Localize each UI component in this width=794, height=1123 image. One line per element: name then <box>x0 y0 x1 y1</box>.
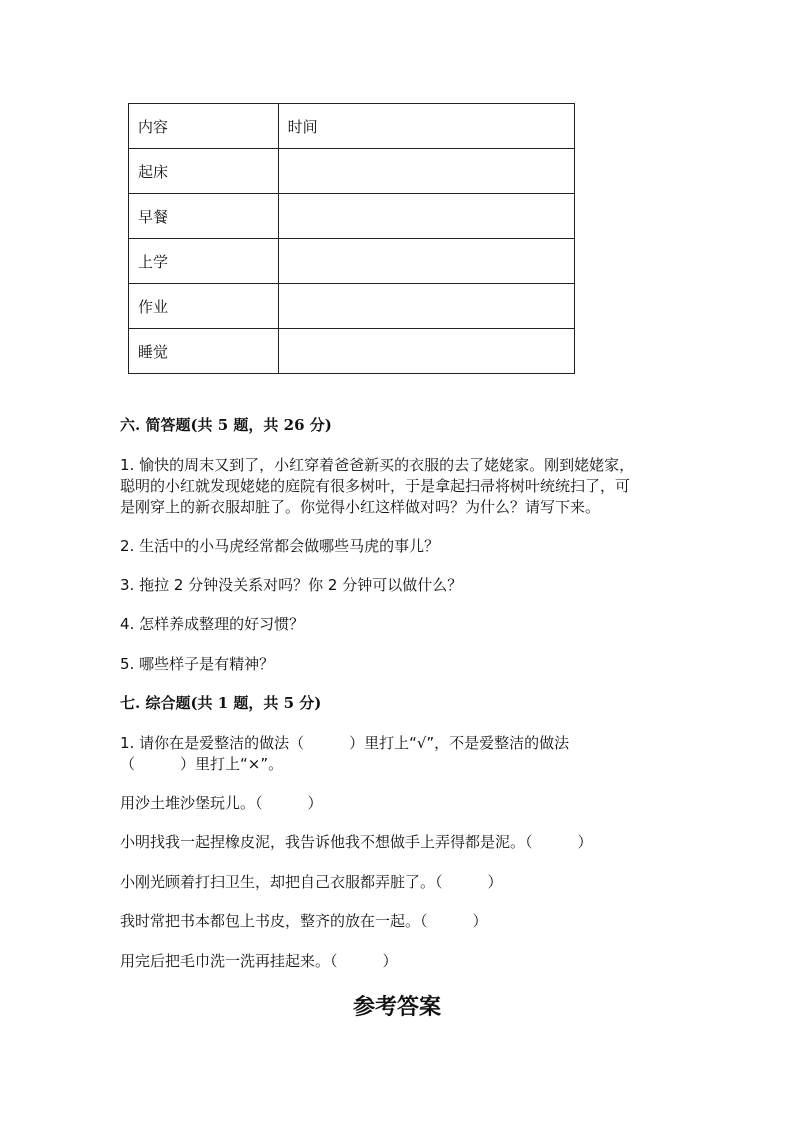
table-cell-activity: 早餐 <box>129 194 279 239</box>
table-header-cell: 内容 <box>129 104 279 149</box>
section-7-question-1 <box>120 733 680 775</box>
answer-key-title: 参考答案 <box>352 994 441 1020</box>
table-header-row <box>129 104 575 149</box>
section-6-question-5: 5. 哪些样子是有精神？ <box>120 655 275 673</box>
judgement-item: 用沙土堆沙堡玩儿。（ ） <box>120 794 323 812</box>
judgement-item: 小明找我一起捏橡皮泥，我告诉他我不想做手上弄得都是泥。（ ） <box>120 833 593 851</box>
table-row <box>129 239 575 284</box>
judgement-item: 我时常把书本都包上书皮，整齐的放在一起。（ ） <box>120 912 488 930</box>
table-cell-activity: 起床 <box>129 149 279 194</box>
section-6-question-1 <box>120 455 680 518</box>
section-7-heading: 七. 综合题(共 1 题，共 5 分) <box>120 694 322 712</box>
schedule-table <box>128 103 575 374</box>
question-line: 是刚穿上的新衣服却脏了。你觉得小红这样做对吗？为什么？请写下来。 <box>120 498 601 516</box>
judgement-item: 用完后把毛巾洗一洗再挂起来。（ ） <box>120 952 398 970</box>
table-cell-activity: 作业 <box>129 284 279 329</box>
table-row <box>129 284 575 329</box>
question-line: （ ）里打上“×”。 <box>120 755 284 773</box>
table-cell-time <box>278 284 574 329</box>
question-line: 1. 愉快的周末又到了，小红穿着爸爸新买的衣服的去了姥姥家。刚到姥姥家， <box>120 456 635 474</box>
table-cell-time <box>278 239 574 284</box>
table-row <box>129 329 575 374</box>
table-cell-activity: 睡觉 <box>129 329 279 374</box>
table-cell-time <box>278 149 574 194</box>
question-line: 1. 请你在是爱整洁的做法（ ）里打上“√”，不是爱整洁的做法 <box>120 734 570 752</box>
table-row <box>129 194 575 239</box>
table-header-cell: 时间 <box>278 104 574 149</box>
table-cell-time <box>278 329 574 374</box>
section-6-question-3: 3. 拖拉 2 分钟没关系对吗？你 2 分钟可以做什么？ <box>120 576 463 594</box>
table-cell-time <box>278 194 574 239</box>
question-line: 聪明的小红就发现姥姥的庭院有很多树叶，于是拿起扫帚将树叶统统扫了，可 <box>120 477 631 495</box>
section-6-question-2: 2. 生活中的小马虎经常都会做哪些马虎的事儿？ <box>120 537 440 555</box>
judgement-item: 小刚光顾着打扫卫生，却把自己衣服都弄脏了。（ ） <box>120 873 503 891</box>
table-cell-activity: 上学 <box>129 239 279 284</box>
section-6-question-4: 4. 怎样养成整理的好习惯？ <box>120 615 305 633</box>
table-row <box>129 149 575 194</box>
section-6-heading: 六. 简答题(共 5 题，共 26 分) <box>120 416 332 434</box>
